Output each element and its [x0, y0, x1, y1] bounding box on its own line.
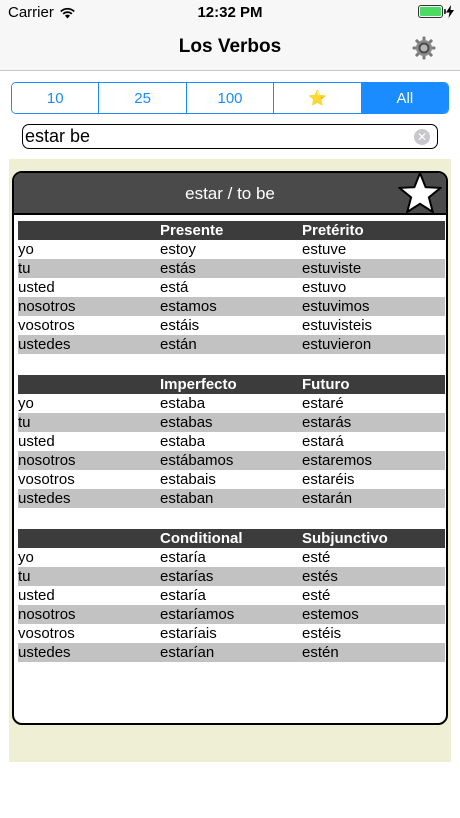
- header-tense-label: Subjunctivo: [302, 530, 388, 547]
- search-input-value: estar be: [25, 126, 91, 146]
- status-time: 12:32 PM: [197, 4, 263, 21]
- table-row: [18, 432, 445, 451]
- conjugation-table-conditional-subjunctivo: [18, 529, 445, 662]
- conjugation-cell: estemos: [302, 606, 359, 623]
- table-row: [18, 240, 445, 259]
- conjugation-cell: estamos: [160, 298, 217, 315]
- conjugation-cell: estén: [302, 644, 339, 661]
- verb-card: [12, 171, 448, 725]
- conjugation-cell: esté: [302, 587, 331, 604]
- pronoun-cell: tu: [18, 260, 31, 277]
- conjugation-cell: estábamos: [160, 452, 234, 469]
- table-row: [18, 297, 445, 316]
- table-header-row: [18, 221, 445, 240]
- conjugation-cell: está: [160, 279, 189, 296]
- conjugation-cell: estuviste: [302, 260, 362, 277]
- carrier-label: Carrier: [8, 4, 54, 21]
- table-row: [18, 451, 445, 470]
- conjugation-cell: esté: [302, 549, 331, 566]
- conjugation-cell: estaba: [160, 395, 206, 412]
- segment-25[interactable]: 25: [99, 83, 186, 113]
- verb-title: estar / to be: [185, 184, 275, 203]
- navigation-bar: [0, 24, 460, 71]
- conjugation-cell: estarías: [160, 568, 214, 585]
- pronoun-cell: vosotros: [18, 317, 75, 334]
- table-row: [18, 586, 445, 605]
- pronoun-cell: usted: [18, 279, 55, 296]
- table-row: [18, 567, 445, 586]
- header-tense-label: Conditional: [160, 530, 243, 547]
- table-header-row: [18, 375, 445, 394]
- pronoun-cell: tu: [18, 568, 31, 585]
- conjugation-table-presente-preterito: [18, 221, 445, 354]
- conjugation-cell: estarás: [302, 414, 352, 431]
- pronoun-cell: ustedes: [18, 490, 71, 507]
- header-tense-label: Pretérito: [302, 222, 364, 239]
- table-row: [18, 548, 445, 567]
- table-row: [18, 259, 445, 278]
- table-header-row: [18, 529, 445, 548]
- table-row: [18, 413, 445, 432]
- pronoun-cell: usted: [18, 587, 55, 604]
- conjugation-cell: estaríais: [160, 625, 217, 642]
- conjugation-cell: estéis: [302, 625, 342, 642]
- table-row: [18, 643, 445, 662]
- conjugation-cell: estuvieron: [302, 336, 372, 353]
- conjugation-cell: estuvo: [302, 279, 347, 296]
- pronoun-cell: nosotros: [18, 298, 76, 315]
- table-row: [18, 335, 445, 354]
- clear-search-icon[interactable]: ✕: [414, 129, 430, 145]
- conjugation-cell: estabas: [160, 414, 213, 431]
- conjugation-cell: estuve: [302, 241, 347, 258]
- verb-card-header: [14, 173, 446, 215]
- conjugation-cell: estaría: [160, 549, 206, 566]
- conjugation-cell: estaré: [302, 395, 344, 412]
- favorite-star-icon[interactable]: [398, 171, 442, 215]
- table-row: [18, 624, 445, 643]
- conjugation-table-imperfecto-futuro: [18, 375, 445, 508]
- table-row: [18, 489, 445, 508]
- page-title: Los Verbos: [178, 36, 282, 57]
- content-area: [9, 159, 451, 762]
- battery-icon: [418, 5, 443, 18]
- pronoun-cell: yo: [18, 395, 34, 412]
- conjugation-cell: estás: [160, 260, 196, 277]
- conjugation-cell: estarían: [160, 644, 215, 661]
- conjugation-cell: estoy: [160, 241, 196, 258]
- gear-icon[interactable]: [412, 36, 436, 60]
- pronoun-cell: usted: [18, 433, 55, 450]
- conjugation-cell: estuvimos: [302, 298, 370, 315]
- table-row: [18, 316, 445, 335]
- header-tense-label: Futuro: [302, 376, 350, 393]
- pronoun-cell: vosotros: [18, 471, 75, 488]
- conjugation-cell: estabais: [160, 471, 216, 488]
- pronoun-cell: yo: [18, 241, 34, 258]
- conjugation-cell: estará: [302, 433, 344, 450]
- table-row: [18, 470, 445, 489]
- charging-bolt-icon: [446, 5, 454, 18]
- filter-segmented-control: [11, 82, 449, 114]
- conjugation-cell: están: [160, 336, 197, 353]
- header-tense-label: Presente: [160, 222, 224, 239]
- pronoun-cell: nosotros: [18, 606, 76, 623]
- pronoun-cell: nosotros: [18, 452, 76, 469]
- conjugation-cell: estaríamos: [160, 606, 235, 623]
- status-bar: [0, 0, 460, 24]
- conjugation-cell: estáis: [160, 317, 200, 334]
- pronoun-cell: tu: [18, 414, 31, 431]
- segment-favorites-star-icon[interactable]: ⭐: [274, 83, 361, 113]
- pronoun-cell: yo: [18, 549, 34, 566]
- conjugation-cell: estaban: [160, 490, 214, 507]
- conjugation-cell: estaréis: [302, 471, 355, 488]
- table-row: [18, 278, 445, 297]
- conjugation-cell: estaría: [160, 587, 206, 604]
- pronoun-cell: vosotros: [18, 625, 75, 642]
- search-input[interactable]: [22, 124, 438, 149]
- segment-100[interactable]: 100: [187, 83, 274, 113]
- pronoun-cell: ustedes: [18, 336, 71, 353]
- table-row: [18, 394, 445, 413]
- table-row: [18, 605, 445, 624]
- header-tense-label: Imperfecto: [160, 376, 237, 393]
- segment-all[interactable]: All: [362, 83, 448, 113]
- conjugation-cell: estuvisteis: [302, 317, 373, 334]
- conjugation-cell: estarán: [302, 490, 353, 507]
- conjugation-cell: estaba: [160, 433, 206, 450]
- conjugation-cell: estés: [302, 568, 338, 585]
- segment-10[interactable]: 10: [12, 83, 99, 113]
- pronoun-cell: ustedes: [18, 644, 71, 661]
- conjugation-cell: estaremos: [302, 452, 373, 469]
